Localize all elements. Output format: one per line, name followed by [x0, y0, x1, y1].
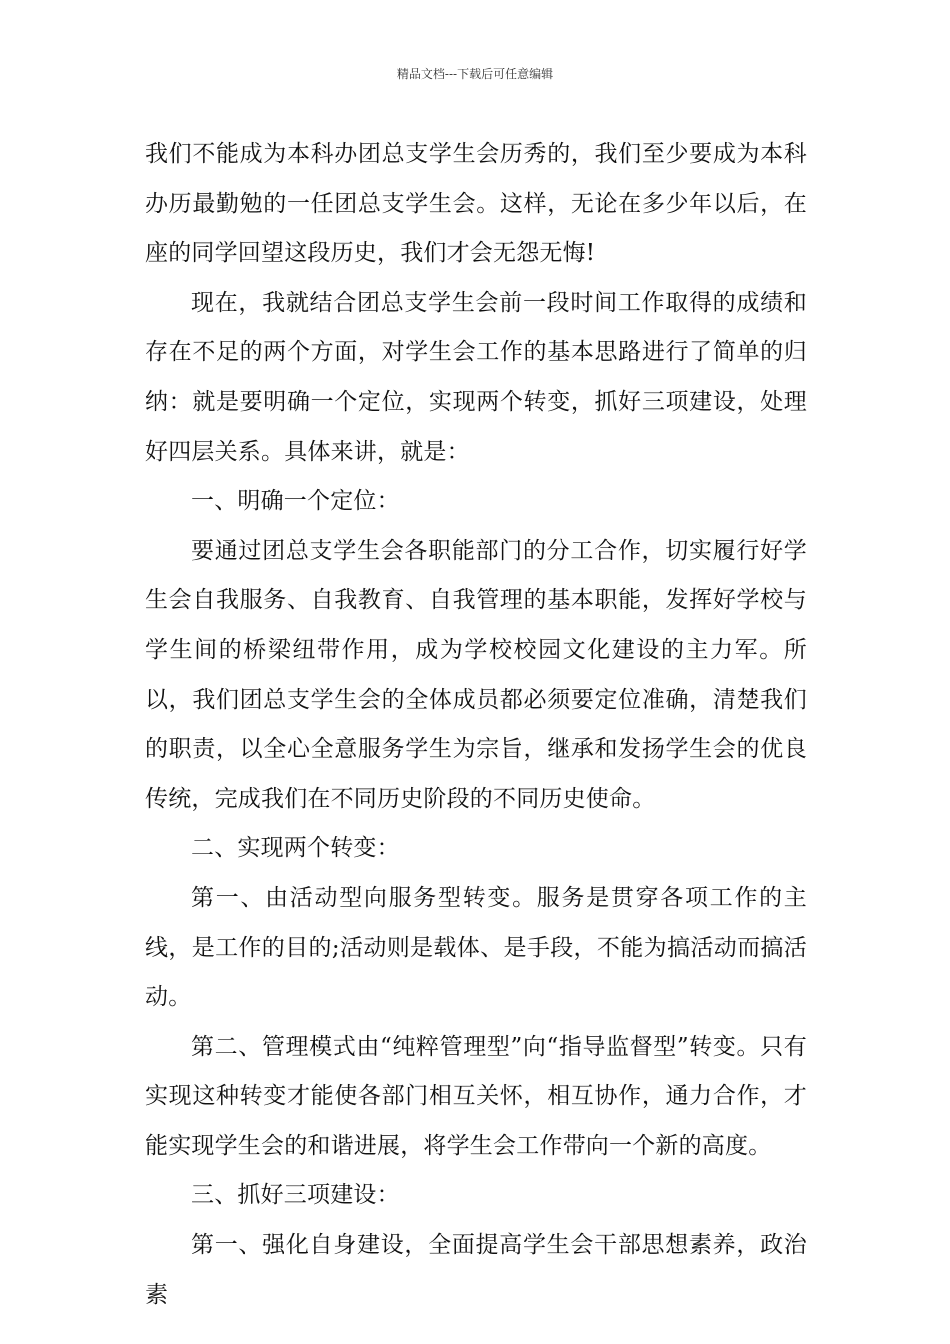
section-heading: 一、明确一个定位： [191, 488, 400, 515]
section-heading: 二、实现两个转变： [191, 835, 400, 862]
section-heading: 三、抓好三项建设： [191, 1182, 400, 1209]
paragraph: 第一、由活动型向服务型转变。服务是贯穿各项工作的主线，是工作的目的;活动则是载体、是手段，不能为搞活动而搞活动。 [145, 884, 807, 1011]
paragraph: 现在，我就结合团总支学生会前一段时间工作取得的成绩和存在不足的两个方面，对学生会工作的基本思路进行了简单的归纳：就是要明确一个定位，实现两个转变，抓好三项建设，处理好四层关系。具体来讲，就是： [145, 289, 807, 465]
paragraph: 我们不能成为本科办团总支学生会历秀的，我们至少要成为本科办历最勤勉的一任团总支学生会。这样，无论在多少年以后，在座的同学回望这段历史，我们才会无怨无悔! [145, 141, 807, 267]
document-body [145, 130, 807, 1320]
paragraph: 要通过团总支学生会各职能部门的分工合作，切实履行好学生会自我服务、自我教育、自我管理的基本职能，发挥好学校与学生间的桥梁纽带作用，成为学校校园文化建设的主力军。所以，我们团总支学生会的全体成员都必须要定位准确，清楚我们的职责，以全心全意服务学生为宗旨，继承和发扬学生会的优良传统，完成我们在不同历史阶段的不同历史使命。 [145, 537, 807, 812]
page-header: 精品文档---下载后可任意编辑 [396, 67, 554, 81]
paragraph: 第一、强化自身建设，全面提高学生会干部思想素养，政治素 [145, 1232, 807, 1308]
paragraph: 第二、管理模式由“纯粹管理型”向“指导监督型”转变。只有实现这种转变才能使各部门相互关怀，相互协作，通力合作，才能实现学生会的和谐进展，将学生会工作带向一个新的高度。 [145, 1033, 807, 1159]
